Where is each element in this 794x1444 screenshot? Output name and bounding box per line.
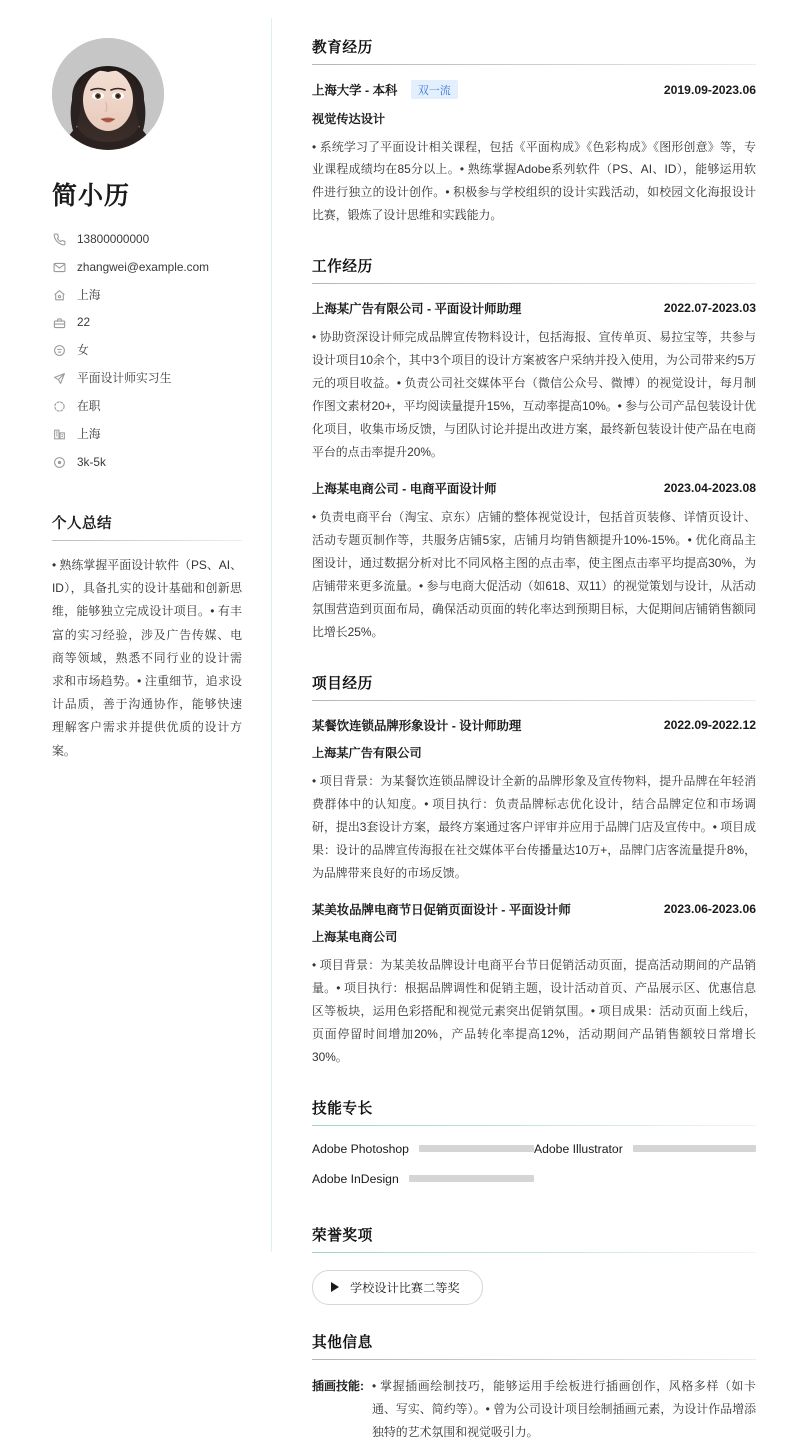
contact-list [52,232,242,470]
work-company-role: 上海某广告有限公司 - 平面设计师助理 [312,302,522,317]
other-label: 插画技能: [312,1378,364,1393]
contact-item-position [52,371,242,386]
project-entry [312,701,756,885]
section-title-honors: 荣誉奖项 [312,1227,373,1244]
work-entry-header [312,479,756,497]
refresh-icon [52,400,67,414]
skill-item [312,1142,534,1156]
summary-text: • 熟练掌握平面设计软件（PS、AI、ID），具备扎实的设计基础和创新思维，能够独立完成设计项目。• 有丰富的实习经验，涉及广告传媒、电商等领域，熟悉不同行业的设计需求和市场趋势。• 注重细节，追求设计品质，善于沟通协作，能够快速理解客户需求并提供优质的设计方案。 [52,557,242,758]
section-projects [312,672,756,1069]
other-text: • 掌握插画绘制技巧，能够运用手绘板进行插画创作，风格多样（如卡通、写实、简约等）。• 曾为公司设计项目绘制插画元素，为设计作品增添独特的艺术氛围和视觉吸引力。 [372,1378,756,1439]
briefcase-icon [52,316,67,330]
section-other [312,1331,756,1444]
project-name-role: 某餐饮连锁品牌形象设计 - 设计师助理 [312,719,522,733]
other-row [312,1360,756,1444]
education-school-line [312,80,458,100]
skill-name: Adobe Photoshop [312,1141,409,1156]
education-major: 视觉传达设计 [312,111,386,126]
section-title-work: 工作经历 [312,259,373,276]
section-title-education: 教育经历 [312,40,373,56]
play-triangle-icon [331,1282,339,1292]
contact-value-position: 平面设计师实习生 [77,371,172,386]
contact-value-status: 在职 [77,398,101,413]
phone-icon [52,233,67,247]
work-detail: • 负责电商平台（淘宝、京东）店铺的整体视觉设计，包括首页装修、详情页设计、活动专题页制作等，共服务店铺5家，店铺月均销售额提升10%-15%。• 优化商品主图设计，通过数据分析对比不同风格主图的点击率，使主图点击率平均提高30%，为店铺带来更多流量。• 参与电商大促活动（如618、双11）的视觉策划与设计，从活动氛围营造到页面布局，确保活动页面的转化率达到预期目标，大促期间店铺销售额同比增长25%。 [312,510,756,640]
contact-value-gender: 女 [77,343,89,358]
honor-label: 学校设计比赛二等奖 [350,1280,460,1295]
education-entry-header [312,80,756,100]
honor-item[interactable] [312,1270,483,1305]
project-entry-header [312,900,756,918]
skill-item [534,1142,756,1156]
contact-value-salary: 3k-5k [77,454,106,469]
contact-value-email: zhangwei@example.com [77,259,209,274]
gender-icon [52,344,67,358]
contact-item-phone [52,232,242,247]
sidebar [0,0,272,1270]
mail-icon [52,260,67,274]
project-detail: • 项目背景：为某美妆品牌设计电商平台节日促销活动页面，提高活动期间的产品销量。• 项目执行：根据品牌调性和促销主题，设计活动首页、产品展示区、优惠信息区等板块，运用色彩搭配和视觉元素突出促销氛围。• 项目成果：活动页面上线后，页面停留时间增加20%，产品转化率提高12%，活动期间产品销售额较日常增长30%。 [312,957,756,1064]
section-title-skills: 技能专长 [312,1100,373,1117]
avatar-photo [52,38,164,150]
home-icon [52,288,67,302]
skills-list [312,1126,756,1202]
work-detail: • 协助资深设计师完成品牌宣传物料设计，包括海报、宣传单页、易拉宝等，共参与设计项目10余个，其中3个项目的设计方案被客户采纳并投入使用，为公司带来约5万元的项目收益。• 负责公司社交媒体平台（微信公众号、微博）的视觉设计，每月制作图文素材20+，平均阅读量提升15%，互动率提高10%。• 参与公司产品包装设计优化项目，收集市场反馈，与团队讨论并提出改进方案，最终新包装设计使产品在电商平台的点击率提升20%。 [312,330,756,460]
work-entry [312,284,756,464]
section-work [312,255,756,644]
project-entry-header [312,716,756,734]
education-badge: 双一流 [411,80,458,99]
project-company: 上海某广告有限公司 [312,746,422,760]
work-date: 2023.04-2023.08 [663,481,756,496]
contact-value-phone: 13800000000 [77,232,150,246]
contact-value-hometown: 上海 [77,287,101,302]
skill-progress-track [409,1175,534,1182]
skill-name: Adobe InDesign [312,1171,399,1186]
summary-title: 个人总结 [52,515,112,532]
education-entry [312,65,756,227]
summary-divider [52,540,242,541]
contact-item-email [52,260,242,275]
rocket-icon [52,372,67,386]
city-icon [52,427,67,441]
contact-item-salary [52,455,242,470]
skill-progress-track [633,1145,756,1152]
contact-item-hometown [52,288,242,303]
project-detail: • 项目背景：为某餐饮连锁品牌设计全新的品牌形象及宣传物料，提升品牌在年轻消费群体中的认知度。• 项目执行：负责品牌标志优化设计，结合品牌定位和市场调研，提出3套设计方案，最终方案通过客户评审并应用于品牌门店及宣传中。• 项目成果：设计的品牌宣传海报在社交媒体平台传播量达10万+，品牌门店客流量提升8%，为品牌带来良好的市场反馈。 [312,774,756,880]
education-date: 2019.09-2023.06 [663,82,756,97]
coin-icon [52,455,67,469]
skill-item [312,1172,534,1186]
section-education [312,36,756,227]
avatar [52,38,164,150]
section-title-projects: 项目经历 [312,676,373,692]
person-name: 简小历 [52,182,131,210]
contact-item-status [52,399,242,414]
section-title-other: 其他信息 [312,1334,373,1351]
honors-list [312,1253,756,1309]
work-entry-header [312,299,756,317]
main-content [272,0,794,1439]
project-date: 2023.06-2023.06 [663,901,756,916]
education-detail: • 系统学习了平面设计相关课程，包括《平面构成》《色彩构成》《图形创意》等，专业课程成绩均在85分以上。• 熟练掌握Adobe系列软件（PS、AI、ID），能够运用软件进行独立的设计创作。• 积极参与学校组织的设计实践活动，如校园文化海报设计比赛，锻炼了设计思维和实践能力。 [312,139,756,223]
contact-item-gender [52,343,242,358]
skill-name: Adobe Illustrator [534,1141,623,1156]
section-honors [312,1224,756,1309]
education-school: 上海大学 - 本科 [312,83,398,98]
project-date: 2022.09-2022.12 [663,718,756,732]
work-entry [312,464,756,644]
contact-value-city: 上海 [77,426,101,441]
section-skills [312,1097,756,1202]
project-name-role: 某美妆品牌电商节日促销页面设计 - 平面设计师 [312,902,571,917]
work-date: 2022.07-2023.03 [663,301,756,316]
contact-value-age: 22 [77,315,91,330]
project-entry [312,885,756,1069]
contact-item-city [52,427,242,442]
work-company-role: 上海某电商公司 - 电商平面设计师 [312,482,497,497]
skill-progress-track [419,1145,534,1152]
project-company: 上海某电商公司 [312,929,398,944]
contact-item-age [52,315,242,330]
summary-section [52,512,242,763]
